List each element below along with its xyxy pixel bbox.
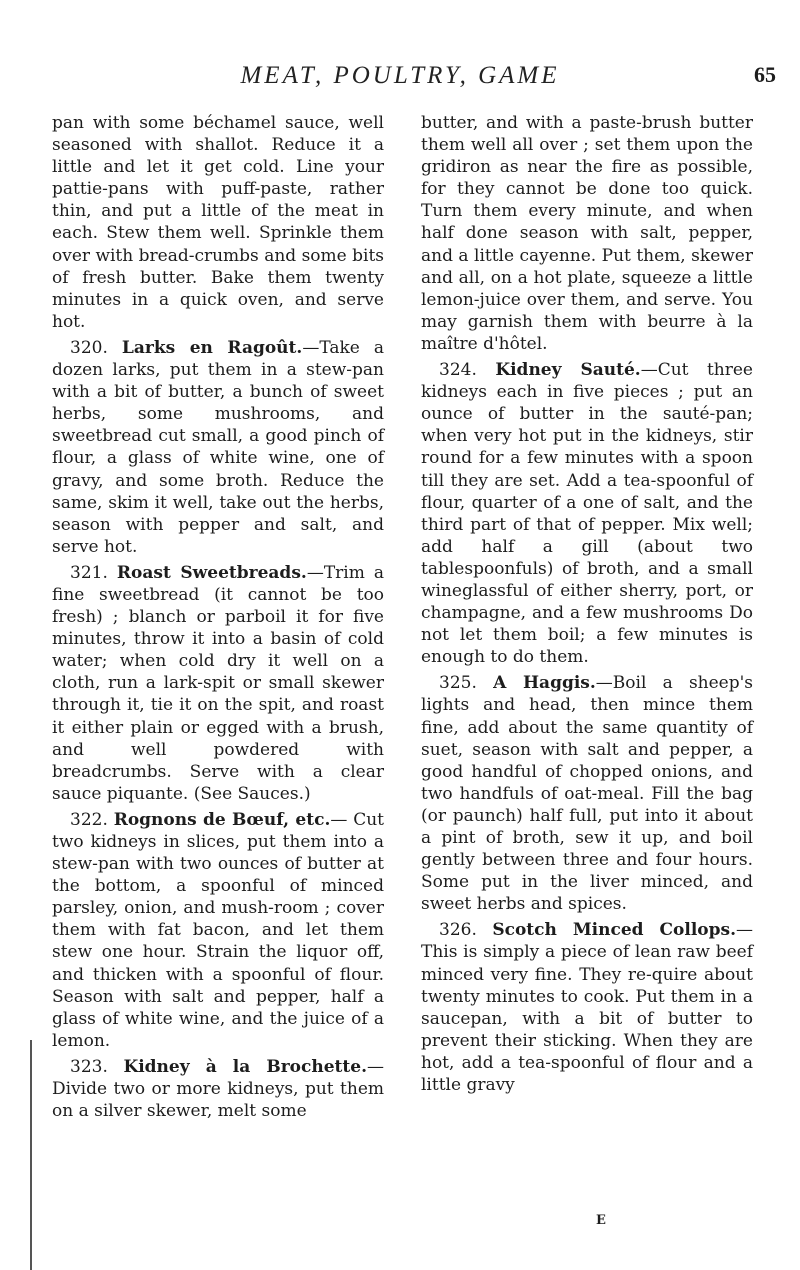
page-number: 65 — [754, 62, 776, 87]
continued-paragraph: pan with some béchamel sauce, well seasoned with shallot. Reduce it a little and let it get cold. Line your pattie-pans with puff-paste, rather thin, and put a little of the meat in each. Stew them well. Sprinkle them over with bread-crumbs and some bits of fresh butter. Bake them twenty minutes in a quick oven, and serve hot. — [52, 113, 384, 332]
recipe-title: Kidney à la Brochette. — [123, 1056, 367, 1077]
recipe-322 — [52, 809, 384, 1052]
signature-mark: E — [596, 1213, 606, 1228]
recipe-title: Kidney Sauté. — [495, 360, 641, 381]
recipe-text: —Take a dozen larks, put them in a stew-pan with a bit of butter, a bunch of sweet herbs, some mushrooms, and sweetbread cut small, a good pinch of flour, a glass of white wine, one of gravy, and some broth. Reduce the same, skim it well, take out the herbs, season with pepper and salt, and serve hot. — [52, 337, 384, 557]
recipe-320 — [52, 337, 384, 558]
recipe-text: —Cut three kidneys each in five pieces ; put an ounce of butter in the sauté-pan; when very hot put in the kidneys, stir round for a few minutes with a spoon till they are set. Add a tea-spoonful of flour, quarter of a one of salt, and the third part of that of pepper. Mix well; add half a gill (about two tablespoonfuls) of broth, and a small wineglassful of either sherry, port, or champagne, and a few mushrooms Do not let them boil; a few minutes is enough to do them. — [421, 360, 753, 668]
left-column — [52, 112, 384, 1122]
page-header — [0, 62, 800, 96]
page-edge-shadow — [30, 1040, 32, 1270]
recipe-324 — [421, 359, 753, 668]
recipe-title: Scotch Minced Collops. — [492, 920, 736, 941]
recipe-title: Larks en Ragoût. — [121, 337, 303, 358]
recipe-number: 324. — [439, 360, 477, 381]
right-column — [421, 112, 753, 1096]
recipe-323 — [52, 1056, 384, 1122]
recipe-text: —Boil a sheep's lights and head, then mince them fine, add about the same quantity of suet, season with salt and pepper, a good handful of chopped onions, and two handfuls of oat-meal. Fill the bag (or paunch) half full, put into it about a pint of broth, sew it up, and boil gently between three and four hours. Some put in the liver minced, and sweet herbs and spices. — [421, 673, 754, 915]
recipe-text: —Trim a fine sweetbread (it cannot be too fresh) ; blanch or parboil it for five minutes, throw it into a basin of cold water; when cold dry it well on a cloth, run a lark-spit or small skewer through it, tie it on the spit, and roast it either plain or egged with a brush, and well powdered with breadcrumbs. Serve with a clear sauce piquante. (See Sauces.) — [52, 562, 385, 804]
recipe-number: 323. — [70, 1056, 108, 1077]
recipe-number: 321. — [70, 562, 108, 583]
continued-paragraph: butter, and with a paste-brush butter them well all over ; set them upon the gridiron as near the fire as possible, for they cannot be done too quick. Turn them every minute, and when half done season with salt, pepper, and a little cayenne. Put them, skewer and all, on a hot plate, squeeze a little lemon-juice over them, and serve. You may garnish them with beurre à la maître d'hôtel. — [421, 113, 753, 354]
recipe-title: Rognons de Bœuf, etc. — [113, 809, 331, 830]
recipe-text: — Divide two or more kidneys, put them on a silver skewer, melt some — [52, 1056, 384, 1122]
recipe-number: 326. — [439, 920, 477, 941]
recipe-326 — [421, 919, 753, 1096]
recipe-321 — [52, 562, 384, 805]
recipe-title: A Haggis. — [493, 673, 596, 694]
recipe-number: 320. — [70, 337, 108, 358]
recipe-text: — Cut two kidneys in slices, put them into a stew-pan with two ounces of butter at the bottom, a spoonful of minced parsley, onion, and mush-room ; cover them with fat bacon, and let them stew one hour. Strain the liquor off, and thicken with a spoonful of flour. Season with salt and pepper, half a glass of white wine, and the juice of a lemon. — [52, 809, 384, 1051]
recipe-title: Roast Sweetbreads. — [116, 562, 307, 583]
running-title: MEAT, POULTRY, GAME — [240, 62, 560, 89]
recipe-325 — [421, 672, 753, 915]
recipe-text: — This is simply a piece of lean raw beef minced very fine. They re-quire about twenty minutes to cook. Put them in a saucepan, with a bit of butter to prevent their sticking. When they are hot, add a tea-spoonful of flour and a little gravy — [421, 920, 753, 1096]
recipe-number: 325. — [439, 673, 477, 694]
recipe-number: 322. — [70, 809, 108, 830]
